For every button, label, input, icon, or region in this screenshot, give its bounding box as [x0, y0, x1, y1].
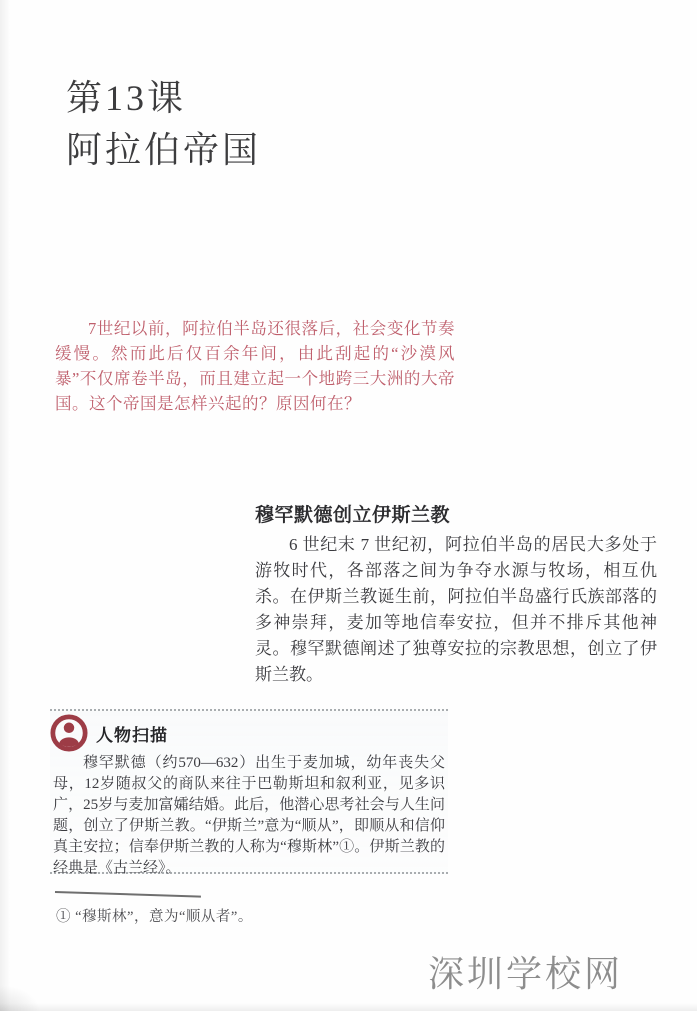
- person-icon: [50, 714, 88, 752]
- person-scan-body: 穆罕默德（约570—632）出生于麦加城，幼年丧失父母，12岁随叔父的商队来往于巴勒斯坦和叙利亚，见多识广，25岁与麦加富孀结婚。此后，他潜心思考社会与人生问题，创立了伊斯兰教。“伊斯兰”意为“顺从”，即顺从和信仰真主安拉；信奉伊斯兰教的人称为“穆斯林”①。伊斯兰教的经典是《古兰经》。: [53, 755, 445, 876]
- footnote-divider: [55, 891, 201, 898]
- scan-corner-smudge: [0, 985, 40, 1011]
- lesson-name: 阿拉伯帝国: [66, 130, 262, 170]
- scan-edge-bottom: [0, 1003, 697, 1011]
- intro-paragraph: 7世纪以前，阿拉伯半岛还很落后，社会变化节奏缓慢。然而此后仅百余年间，由此刮起的“沙漠风暴”不仅席卷半岛，而且建立起一个地跨三大洲的大帝国。这个帝国是怎样兴起的？原因何在？: [55, 319, 455, 413]
- watermark-text: 深圳学校网: [428, 954, 624, 994]
- lesson-number: 第13课: [66, 78, 187, 118]
- scan-edge-left: [0, 0, 10, 1011]
- person-scan-header: [50, 714, 168, 752]
- footnote-text: ① “穆斯林”，意为“顺从者”。: [56, 909, 253, 925]
- lesson-title: [66, 72, 261, 176]
- person-scan-box: [50, 709, 448, 874]
- section-body-paragraph: 6 世纪末 7 世纪初，阿拉伯半岛的居民大多处于游牧时代，各部落之间为争夺水源与牧场，相互仇杀。在伊斯兰教诞生前，阿拉伯半岛盛行氏族部落的多神崇拜，麦加等地信奉安拉，但并不排斥其他神灵。穆罕默德阐述了独尊安拉的宗教思想，创立了伊斯兰教。: [255, 535, 657, 684]
- person-scan-title: 人物扫描: [96, 725, 168, 745]
- section-heading: 穆罕默德创立伊斯兰教: [255, 505, 451, 526]
